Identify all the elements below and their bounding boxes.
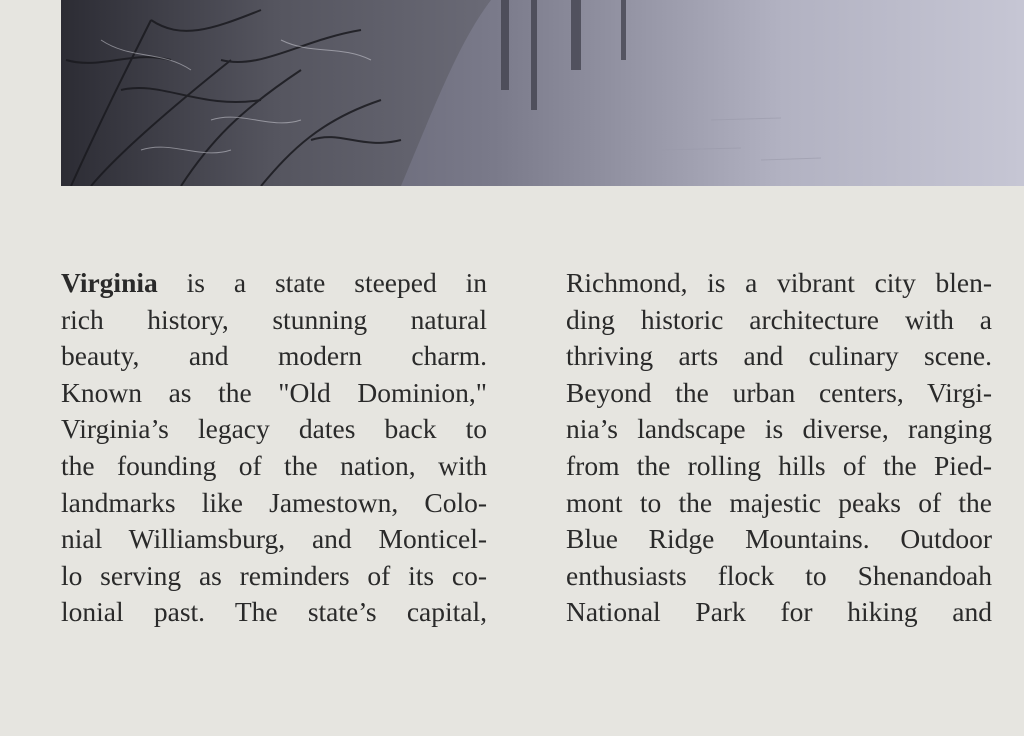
article-line: lonial past. The state’s capital,: [61, 596, 487, 628]
article-line: beauty, and modern charm.: [61, 340, 487, 372]
article-line: ding historic architecture with a: [566, 303, 992, 335]
article-line: rich history, stunning natural: [61, 303, 487, 335]
article-line: nia’s landscape is diverse, ranging: [566, 413, 992, 445]
header-photo: [61, 0, 1024, 186]
article-line: landmarks like Jamestown, Colo-: [61, 486, 487, 518]
article-line: National Park for hiking and: [566, 596, 992, 628]
article-line: enthusiasts flock to Shenandoah: [566, 559, 992, 591]
line-text: is a state steeped in: [157, 267, 487, 298]
article-line: [61, 265, 487, 302]
article-line: Virginia’s legacy dates back to: [61, 413, 487, 445]
article-column-left: [61, 265, 487, 631]
riverbank-trees-image: [61, 0, 1024, 186]
lead-word: Virginia: [61, 267, 158, 298]
article-line: lo serving as reminders of its co-: [61, 559, 487, 591]
article-column-right: [566, 265, 992, 631]
article-line: nial Williamsburg, and Monticel-: [61, 523, 487, 555]
article-line: from the rolling hills of the Pied-: [566, 449, 992, 481]
article-line: Beyond the urban centers, Virgi-: [566, 376, 992, 408]
article-line: the founding of the nation, with: [61, 449, 487, 481]
article-line: thriving arts and culinary scene.: [566, 340, 992, 372]
article-line: Richmond, is a vibrant city blen-: [566, 267, 992, 298]
article-line: mont to the majestic peaks of the: [566, 486, 992, 518]
article-line: Blue Ridge Mountains. Outdoor: [566, 523, 992, 555]
article-line: Known as the "Old Dominion,": [61, 376, 487, 408]
